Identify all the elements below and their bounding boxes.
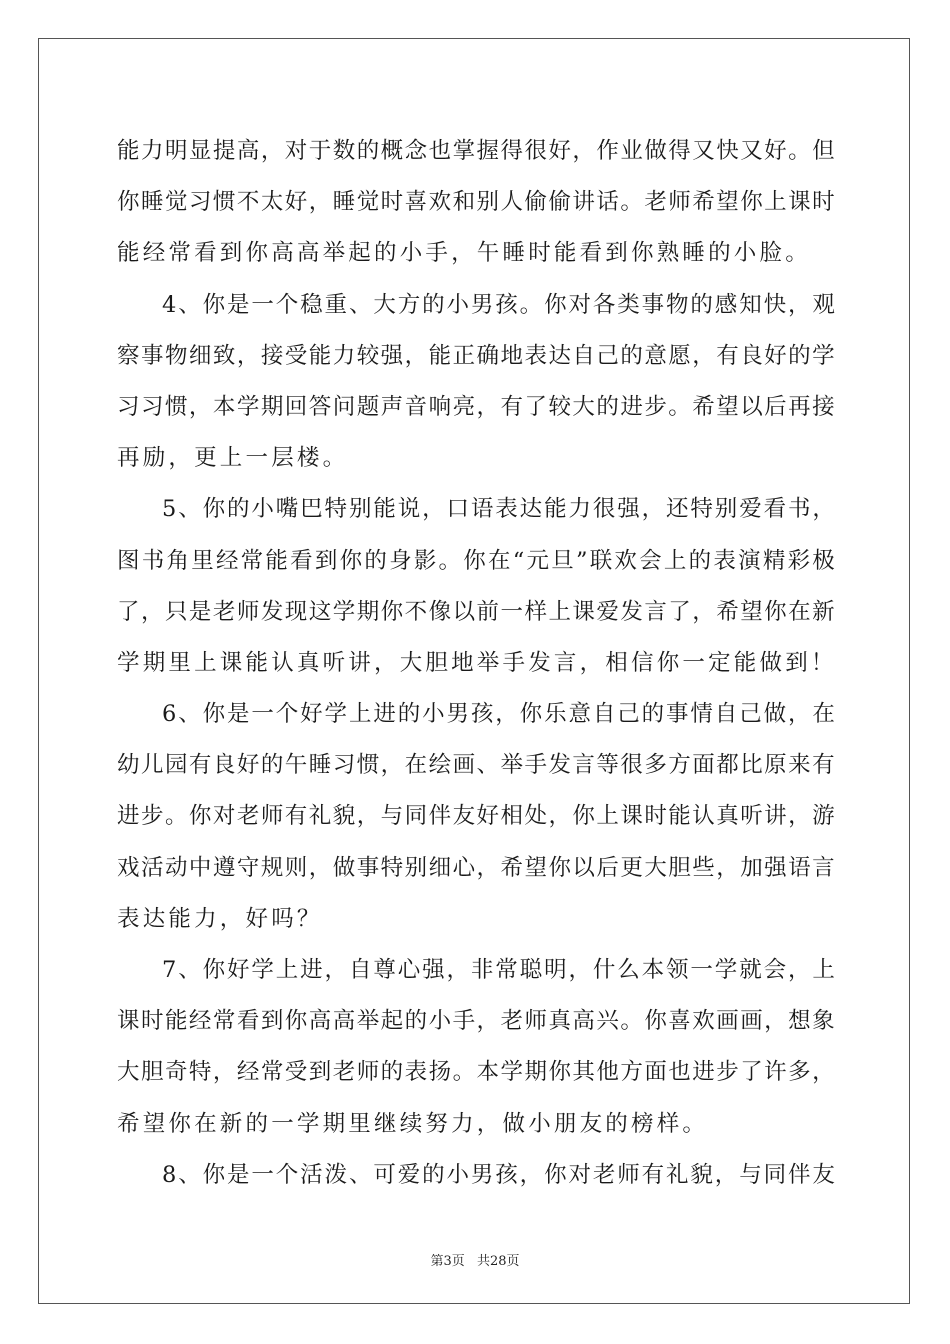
text-line: 课 时 能 经 常 看 到 你 高 高 举 起 的 小 手 ， 老 师 真 高 兴 。 你 喜 欢 画 画 ， 想 象	[117, 1008, 835, 1035]
text-line: 能 力 明 显 提 高 ， 对 于 数 的 概 念 也 掌 握 得 很 好 ， 作 业 做 得 又 快 又 好 。 但	[117, 138, 835, 164]
text-line: 能经常看到你高高举起的小手，午睡时能看到你熟睡的小脸。	[117, 240, 811, 267]
text-line: 大 胆 奇 特 ， 经 常 受 到 老 师 的 表 扬 。 本 学 期 你 其 他 方 面 也 进 步 了 许 多 ，	[117, 1059, 835, 1086]
current-page-label: 第3页	[430, 1254, 465, 1269]
text-line: 你 睡 觉 习 惯 不 太 好 ， 睡 觉 时 喜 欢 和 别 人 偷 偷 讲 话 。 老 师 希 望 你 上 课 时	[117, 189, 835, 216]
text-line: 进 步 。 你 对 老 师 有 礼 貌 ， 与 同 伴 友 好 相 处 ， 你 上 课 时 能 认 真 听 讲 ， 游	[117, 803, 835, 830]
text-line: 察 事 物 细 致 ， 接 受 能 力 较 强 ， 能 正 确 地 表 达 自 己 的 意 愿 ， 有 良 好 的 学	[117, 342, 835, 369]
text-line: 图 书 角 里 经 常 能 看 到 你 的 身 影 。 你 在 “ 元 旦 ” 联 欢 会 上 的 表 演 精 彩 极	[117, 547, 835, 574]
text-line: 再励，更上一层楼。	[117, 445, 349, 472]
text-line: 学期里上课能认真听讲，大胆地举手发言，相信你一定能做到！	[117, 649, 837, 676]
text-line: 幼 儿 园 有 良 好 的 午 睡 习 惯 ， 在 绘 画 、 举 手 发 言 等 很 多 方 面 都 比 原 来 有	[117, 752, 835, 779]
text-line: 戏 活 动 中 遵 守 规 则 ， 做 事 特 别 细 心 ， 希 望 你 以 后 更 大 胆 些 ， 加 强 语 言	[117, 854, 835, 881]
text-line: 4 、 你 是 一 个 稳 重 、 大 方 的 小 男 孩 。 你 对 各 类 事 物 的 感 知 快 ， 观	[162, 291, 835, 318]
total-pages-label: 共28页	[476, 1254, 520, 1269]
text-line: 5 、 你 的 小 嘴 巴 特 别 能 说 ， 口 语 表 达 能 力 很 强 ， 还 特 别 爱 看 书 ，	[162, 496, 835, 523]
text-line: 习 习 惯 ， 本 学 期 回 答 问 题 声 音 响 亮 ， 有 了 较 大 的 进 步 。 希 望 以 后 再 接	[117, 393, 835, 420]
text-line: 希望你在新的一学期里继续努力，做小朋友的榜样。	[117, 1110, 709, 1137]
text-line: 表达能力，好吗？	[117, 905, 323, 932]
text-line: 8 、 你 是 一 个 活 泼 、 可 爱 的 小 男 孩 ， 你 对 老 师 有 礼 貌 ， 与 同 伴 友	[162, 1161, 835, 1188]
text-line: 了 ， 只 是 老 师 发 现 这 学 期 你 不 像 以 前 一 样 上 课 爱 发 言 了 ， 希 望 你 在 新	[117, 598, 835, 625]
page-footer	[0, 1250, 950, 1269]
text-line: 6 、 你 是 一 个 好 学 上 进 的 小 男 孩 ， 你 乐 意 自 己 的 事 情 自 己 做 ， 在	[162, 701, 835, 728]
text-line: 7 、 你 好 学 上 进 ， 自 尊 心 强 ， 非 常 聪 明 ， 什 么 本 领 一 学 就 会 ， 上	[162, 957, 835, 983]
document-body	[117, 126, 835, 1201]
